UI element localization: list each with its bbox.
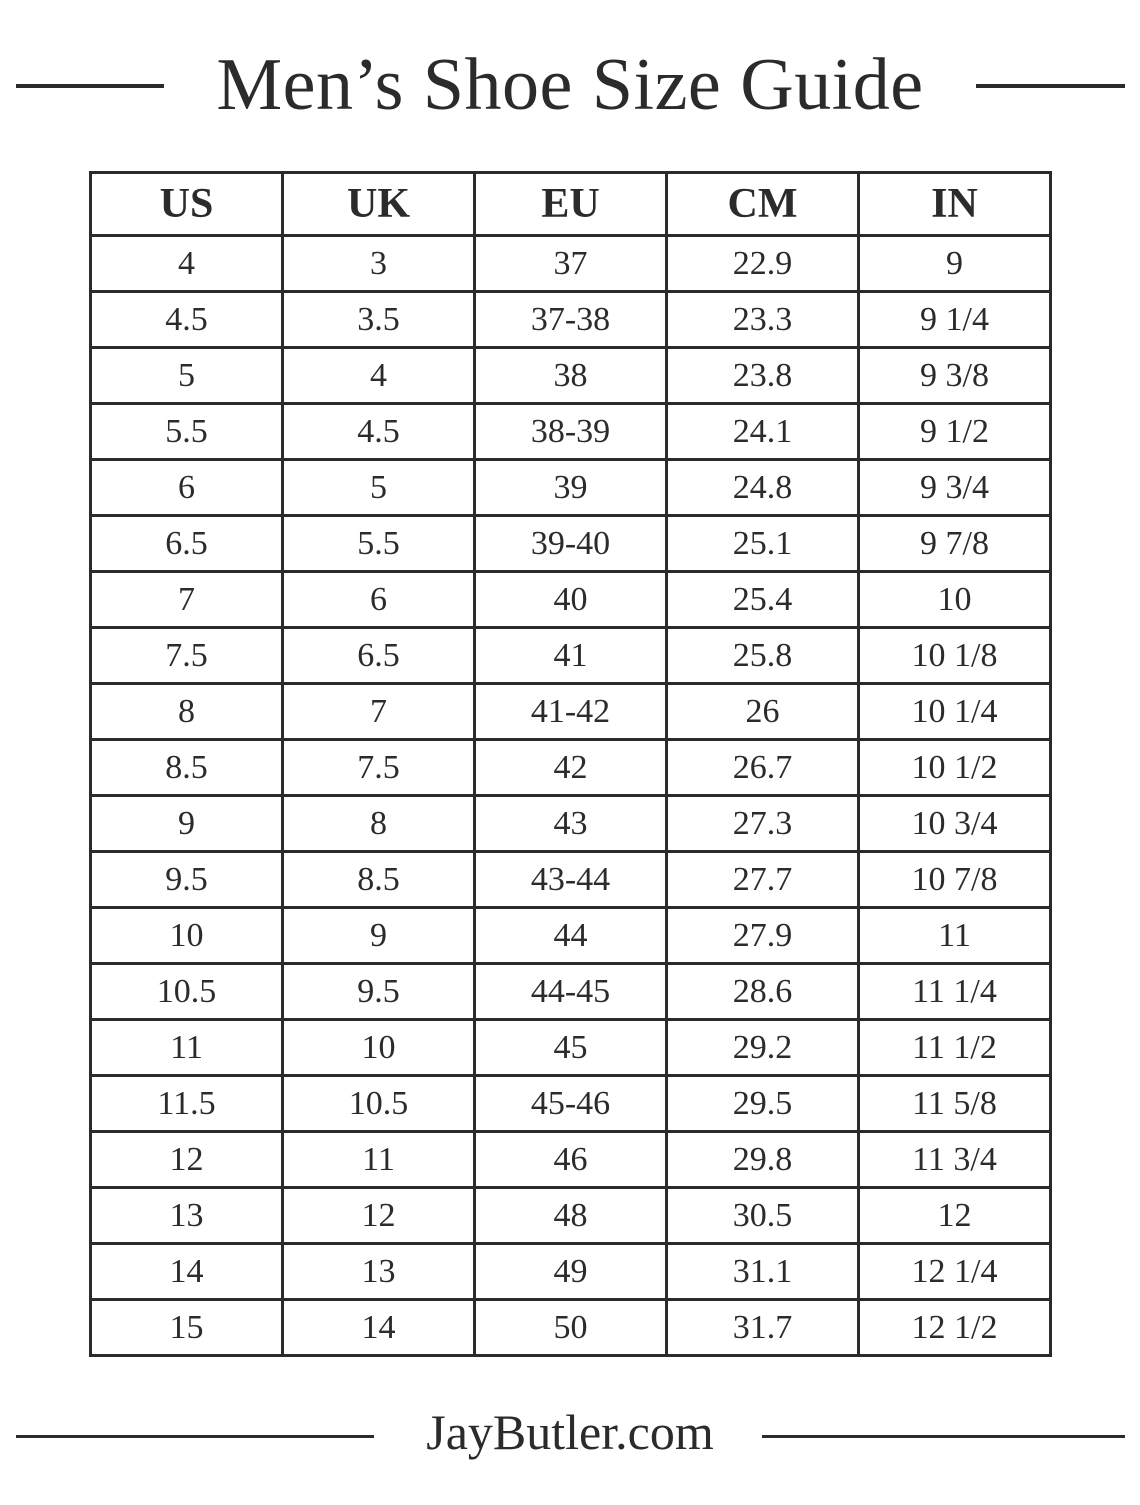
cell-uk: 9	[283, 908, 475, 964]
table-row	[91, 1132, 1051, 1188]
cell-uk: 5.5	[283, 516, 475, 572]
cell-uk: 12	[283, 1188, 475, 1244]
cell-us: 5	[91, 348, 283, 404]
table-row	[91, 796, 1051, 852]
table-row	[91, 740, 1051, 796]
table-row	[91, 1076, 1051, 1132]
cell-us: 7	[91, 572, 283, 628]
table-row	[91, 1020, 1051, 1076]
cell-in: 11 1/2	[859, 1020, 1051, 1076]
cell-cm: 29.8	[667, 1132, 859, 1188]
cell-uk: 8	[283, 796, 475, 852]
cell-cm: 24.8	[667, 460, 859, 516]
column-header-uk: UK	[283, 173, 475, 236]
cell-in: 12	[859, 1188, 1051, 1244]
cell-cm: 29.2	[667, 1020, 859, 1076]
size-table-container	[89, 171, 1052, 1357]
cell-cm: 31.7	[667, 1300, 859, 1356]
cell-in: 11	[859, 908, 1051, 964]
cell-uk: 10	[283, 1020, 475, 1076]
cell-eu: 41	[475, 628, 667, 684]
column-header-in: IN	[859, 173, 1051, 236]
cell-in: 12 1/2	[859, 1300, 1051, 1356]
cell-cm: 24.1	[667, 404, 859, 460]
cell-eu: 43	[475, 796, 667, 852]
cell-uk: 3.5	[283, 292, 475, 348]
cell-eu: 39	[475, 460, 667, 516]
table-row	[91, 684, 1051, 740]
cell-in: 9 1/2	[859, 404, 1051, 460]
cell-uk: 6	[283, 572, 475, 628]
column-header-eu: EU	[475, 173, 667, 236]
cell-cm: 25.8	[667, 628, 859, 684]
cell-us: 11.5	[91, 1076, 283, 1132]
cell-us: 12	[91, 1132, 283, 1188]
title-rule-left	[16, 84, 164, 88]
cell-us: 11	[91, 1020, 283, 1076]
cell-eu: 38	[475, 348, 667, 404]
cell-cm: 28.6	[667, 964, 859, 1020]
cell-uk: 13	[283, 1244, 475, 1300]
cell-eu: 45	[475, 1020, 667, 1076]
cell-cm: 22.9	[667, 236, 859, 292]
cell-us: 14	[91, 1244, 283, 1300]
cell-us: 6	[91, 460, 283, 516]
cell-eu: 41-42	[475, 684, 667, 740]
cell-us: 13	[91, 1188, 283, 1244]
footer-rule-left	[16, 1435, 374, 1438]
cell-eu: 40	[475, 572, 667, 628]
table-row	[91, 1244, 1051, 1300]
cell-in: 9 1/4	[859, 292, 1051, 348]
cell-uk: 4.5	[283, 404, 475, 460]
cell-uk: 4	[283, 348, 475, 404]
cell-in: 11 1/4	[859, 964, 1051, 1020]
footer-site: JayButler.com	[426, 1404, 714, 1460]
cell-eu: 46	[475, 1132, 667, 1188]
cell-us: 15	[91, 1300, 283, 1356]
footer-row	[0, 1402, 1140, 1462]
cell-in: 10 1/4	[859, 684, 1051, 740]
cell-in: 10 1/8	[859, 628, 1051, 684]
cell-cm: 25.1	[667, 516, 859, 572]
cell-eu: 49	[475, 1244, 667, 1300]
cell-in: 12 1/4	[859, 1244, 1051, 1300]
table-row	[91, 236, 1051, 292]
table-row	[91, 964, 1051, 1020]
table-row	[91, 348, 1051, 404]
cell-us: 9.5	[91, 852, 283, 908]
cell-cm: 23.3	[667, 292, 859, 348]
cell-eu: 44	[475, 908, 667, 964]
size-table	[89, 171, 1052, 1357]
page-title: Men’s Shoe Size Guide	[216, 44, 924, 126]
cell-in: 9 3/8	[859, 348, 1051, 404]
cell-us: 8	[91, 684, 283, 740]
table-row	[91, 572, 1051, 628]
cell-us: 7.5	[91, 628, 283, 684]
cell-uk: 8.5	[283, 852, 475, 908]
cell-uk: 5	[283, 460, 475, 516]
cell-in: 9 3/4	[859, 460, 1051, 516]
cell-uk: 11	[283, 1132, 475, 1188]
cell-uk: 10.5	[283, 1076, 475, 1132]
cell-cm: 27.9	[667, 908, 859, 964]
cell-in: 10	[859, 572, 1051, 628]
cell-cm: 26	[667, 684, 859, 740]
cell-in: 10 3/4	[859, 796, 1051, 852]
cell-us: 10	[91, 908, 283, 964]
cell-eu: 43-44	[475, 852, 667, 908]
cell-us: 4	[91, 236, 283, 292]
cell-cm: 31.1	[667, 1244, 859, 1300]
cell-eu: 39-40	[475, 516, 667, 572]
table-row	[91, 404, 1051, 460]
cell-us: 10.5	[91, 964, 283, 1020]
table-row	[91, 1300, 1051, 1356]
cell-us: 8.5	[91, 740, 283, 796]
table-row	[91, 908, 1051, 964]
title-row	[0, 40, 1140, 130]
table-header-row	[91, 173, 1051, 236]
cell-eu: 42	[475, 740, 667, 796]
cell-uk: 3	[283, 236, 475, 292]
cell-us: 9	[91, 796, 283, 852]
cell-us: 6.5	[91, 516, 283, 572]
table-row	[91, 516, 1051, 572]
table-row	[91, 292, 1051, 348]
cell-eu: 48	[475, 1188, 667, 1244]
table-row	[91, 1188, 1051, 1244]
title-rule-right	[976, 84, 1125, 88]
cell-in: 9 7/8	[859, 516, 1051, 572]
cell-cm: 30.5	[667, 1188, 859, 1244]
cell-us: 4.5	[91, 292, 283, 348]
cell-cm: 26.7	[667, 740, 859, 796]
cell-cm: 25.4	[667, 572, 859, 628]
cell-cm: 27.7	[667, 852, 859, 908]
table-body	[91, 236, 1051, 1356]
cell-uk: 6.5	[283, 628, 475, 684]
cell-in: 10 1/2	[859, 740, 1051, 796]
footer-rule-right	[762, 1435, 1125, 1438]
column-header-us: US	[91, 173, 283, 236]
cell-in: 9	[859, 236, 1051, 292]
column-header-cm: CM	[667, 173, 859, 236]
cell-in: 11 5/8	[859, 1076, 1051, 1132]
cell-uk: 7.5	[283, 740, 475, 796]
cell-us: 5.5	[91, 404, 283, 460]
cell-eu: 38-39	[475, 404, 667, 460]
cell-in: 10 7/8	[859, 852, 1051, 908]
cell-uk: 14	[283, 1300, 475, 1356]
cell-eu: 50	[475, 1300, 667, 1356]
table-row	[91, 628, 1051, 684]
table-row	[91, 852, 1051, 908]
cell-eu: 44-45	[475, 964, 667, 1020]
cell-cm: 29.5	[667, 1076, 859, 1132]
cell-eu: 37-38	[475, 292, 667, 348]
cell-uk: 7	[283, 684, 475, 740]
table-row	[91, 460, 1051, 516]
cell-cm: 27.3	[667, 796, 859, 852]
cell-uk: 9.5	[283, 964, 475, 1020]
cell-eu: 45-46	[475, 1076, 667, 1132]
cell-eu: 37	[475, 236, 667, 292]
cell-in: 11 3/4	[859, 1132, 1051, 1188]
cell-cm: 23.8	[667, 348, 859, 404]
